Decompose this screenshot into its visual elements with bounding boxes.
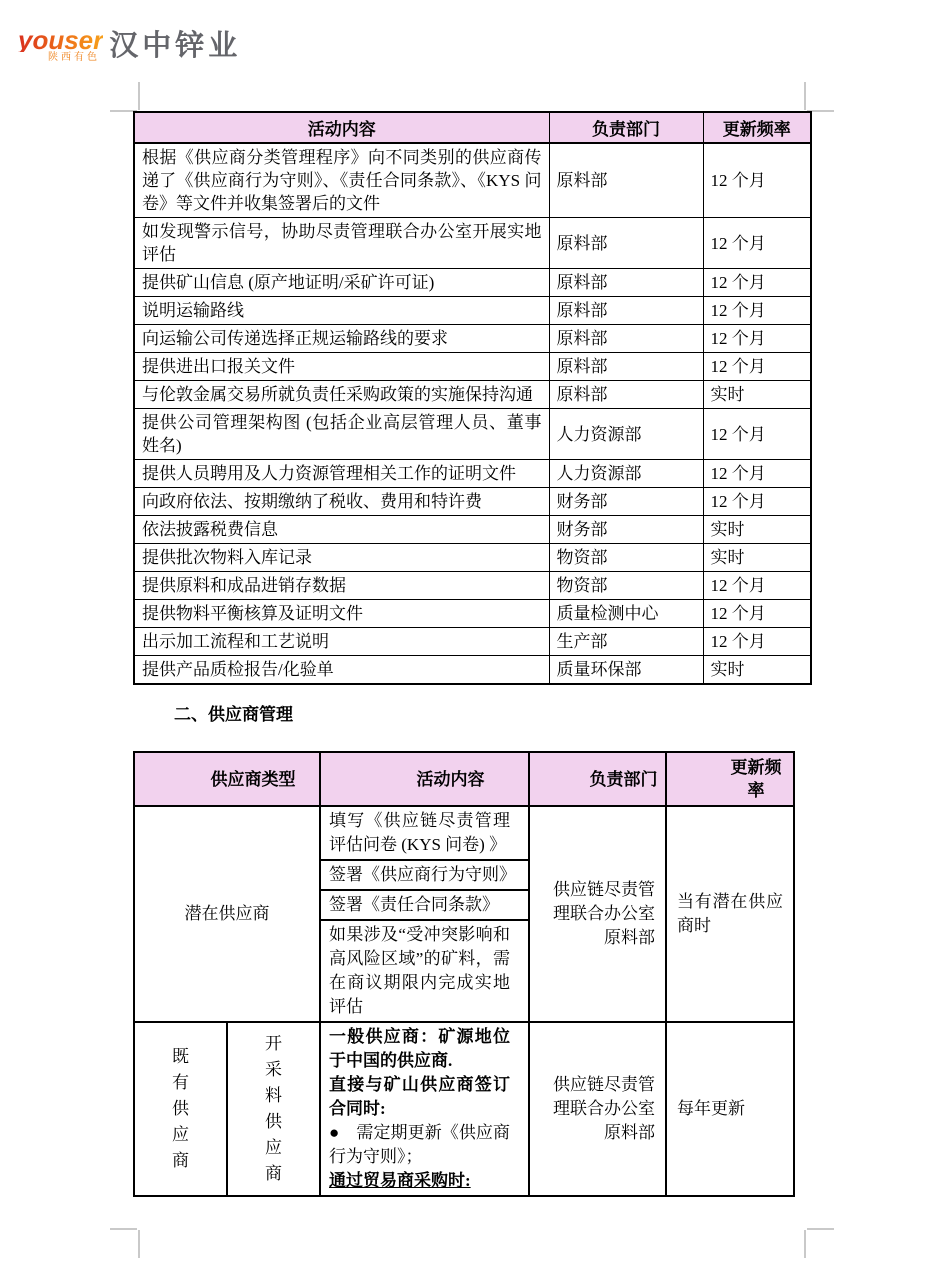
dept-cell: 原料部 (549, 297, 703, 325)
freq-cell: 每年更新 (666, 1022, 794, 1196)
table-row (134, 297, 811, 325)
table-row (134, 143, 811, 218)
dept-cell: 生产部 (549, 628, 703, 656)
activity-cell: 出示加工流程和工艺说明 (134, 628, 549, 656)
freq-cell: 12 个月 (703, 297, 811, 325)
table-row (134, 544, 811, 572)
activity-cell: 提供进出口报关文件 (134, 353, 549, 381)
table-row (134, 269, 811, 297)
activity-cell: 签署《责任合同条款》 (320, 890, 529, 920)
logo-company-name: 汉中锌业 (109, 30, 242, 62)
dept-cell: 原料部 (549, 269, 703, 297)
activity-cell: 依法披露税费信息 (134, 516, 549, 544)
activity-cell: 提供批次物料入库记录 (134, 544, 549, 572)
dept-cell: 人力资源部 (549, 409, 703, 460)
dept-office: 供应链尽责管理联合办公室 (553, 880, 655, 923)
activity-cell: 说明运输路线 (134, 297, 549, 325)
dept-cell: 物资部 (549, 544, 703, 572)
margin-mark-bottom-left-v (138, 1230, 140, 1258)
freq-cell: 当有潜在供应商时 (666, 806, 794, 1022)
document-content (133, 111, 833, 1197)
freq-cell: 实时 (703, 381, 811, 409)
table-row (134, 460, 811, 488)
table-row (134, 218, 811, 269)
table-row (134, 516, 811, 544)
dept-cell (529, 806, 666, 1022)
dept-cell: 原料部 (549, 325, 703, 353)
responsibility-table (133, 111, 812, 685)
activity-cell: 与伦敦金属交易所就负责任采购政策的实施保持沟通 (134, 381, 549, 409)
activity-line: 直接与矿山供应商签订合同时: (329, 1075, 510, 1118)
table-row (134, 488, 811, 516)
activity-cell: 提供原料和成品进销存数据 (134, 572, 549, 600)
dept-cell: 物资部 (549, 572, 703, 600)
freq-cell: 12 个月 (703, 218, 811, 269)
logo-brand-text: youser (18, 25, 104, 55)
freq-cell: 12 个月 (703, 600, 811, 628)
supplier-management-table (133, 751, 795, 1197)
margin-mark-bottom-left-h (110, 1228, 137, 1230)
activity-cell (320, 1022, 529, 1196)
table1-header-activity: 活动内容 (134, 112, 549, 143)
table2-header-freq: 更新频率 (666, 752, 794, 806)
activity-cell: 提供产品质检报告/化验单 (134, 656, 549, 685)
margin-mark-top-right-v (804, 82, 806, 110)
activity-cell: 提供物料平衡核算及证明文件 (134, 600, 549, 628)
supplier-subtype-vertical-label: 开采料供应商 (265, 1034, 282, 1183)
activity-cell: 如果涉及“受冲突影响和高风险区域”的矿料，需在商议期限内完成实地评估 (320, 920, 529, 1022)
dept-cell: 人力资源部 (549, 460, 703, 488)
activity-cell: 签署《供应商行为守则》 (320, 860, 529, 890)
activity-cell: 向运输公司传递选择正规运输路线的要求 (134, 325, 549, 353)
table2-header-row (134, 752, 794, 806)
freq-cell: 12 个月 (703, 269, 811, 297)
table-row (134, 600, 811, 628)
dept-cell (529, 1022, 666, 1196)
table1-header-freq: 更新频率 (703, 112, 811, 143)
margin-mark-top-left-v (138, 82, 140, 110)
section-heading: 二、供应商管理 (174, 705, 293, 724)
freq-cell: 实时 (703, 544, 811, 572)
dept-cell: 质量检测中心 (549, 600, 703, 628)
dept-department: 原料部 (604, 928, 655, 947)
freq-cell: 12 个月 (703, 488, 811, 516)
table-row-potential-supplier (134, 806, 794, 860)
activity-cell: 提供公司管理架构图 (包括企业高层管理人员、董事姓名) (134, 409, 549, 460)
table-row (134, 656, 811, 685)
activity-cell: 提供人员聘用及人力资源管理相关工作的证明文件 (134, 460, 549, 488)
activity-cell: 根据《供应商分类管理程序》向不同类别的供应商传递了《供应商行为守则》、《责任合同条款》、《KYS 问卷》等文件并收集签署后的文件 (134, 143, 549, 218)
activity-bullet-line: ● 需定期更新《供应商行为守则》； (329, 1123, 510, 1166)
supplier-type-outer-cell (134, 1022, 227, 1196)
freq-cell: 实时 (703, 656, 811, 685)
supplier-type-inner-cell (227, 1022, 320, 1196)
table1-header-dept: 负责部门 (549, 112, 703, 143)
table-row (134, 325, 811, 353)
activity-cell: 向政府依法、按期缴纳了税收、费用和特许费 (134, 488, 549, 516)
margin-mark-bottom-right-v (804, 1230, 806, 1258)
freq-cell: 12 个月 (703, 409, 811, 460)
activity-cell: 填写《供应链尽责管理评估问卷 (KYS 问卷) 》 (320, 806, 529, 860)
freq-cell: 12 个月 (703, 325, 811, 353)
supplier-type-cell: 潜在供应商 (134, 806, 320, 1022)
table-row (134, 572, 811, 600)
activity-line: 一般供应商：矿源地位于中国的供应商. (329, 1027, 510, 1070)
company-logo (18, 25, 242, 63)
dept-office: 供应链尽责管理联合办公室 (553, 1075, 655, 1118)
table-row (134, 628, 811, 656)
table2-header-supplier-type: 供应商类型 (134, 752, 320, 806)
margin-mark-bottom-right-h (807, 1228, 834, 1230)
activity-cell: 提供矿山信息 (原产地证明/采矿许可证) (134, 269, 549, 297)
dept-cell: 原料部 (549, 381, 703, 409)
freq-cell: 12 个月 (703, 143, 811, 218)
logo-brand-block (18, 25, 104, 63)
freq-cell: 12 个月 (703, 460, 811, 488)
dept-cell: 财务部 (549, 516, 703, 544)
dept-cell: 质量环保部 (549, 656, 703, 685)
dept-cell: 原料部 (549, 143, 703, 218)
table2-header-activity: 活动内容 (320, 752, 529, 806)
freq-cell: 实时 (703, 516, 811, 544)
freq-cell: 12 个月 (703, 572, 811, 600)
supplier-type-vertical-label: 既有供应商 (172, 1047, 189, 1170)
freq-cell: 12 个月 (703, 628, 811, 656)
table-row-existing-supplier (134, 1022, 794, 1196)
freq-cell: 12 个月 (703, 353, 811, 381)
table-row (134, 381, 811, 409)
activity-cell: 如发现警示信号，协助尽责管理联合办公室开展实地评估 (134, 218, 549, 269)
dept-cell: 财务部 (549, 488, 703, 516)
dept-cell: 原料部 (549, 353, 703, 381)
table-row (134, 353, 811, 381)
dept-cell: 原料部 (549, 218, 703, 269)
table2-header-dept: 负责部门 (529, 752, 666, 806)
dept-department: 原料部 (604, 1123, 655, 1142)
table-row (134, 409, 811, 460)
activity-line: 通过贸易商采购时: (329, 1171, 471, 1190)
table1-header-row (134, 112, 811, 143)
logo-brand-subtext: 陕西有色 (48, 52, 100, 63)
